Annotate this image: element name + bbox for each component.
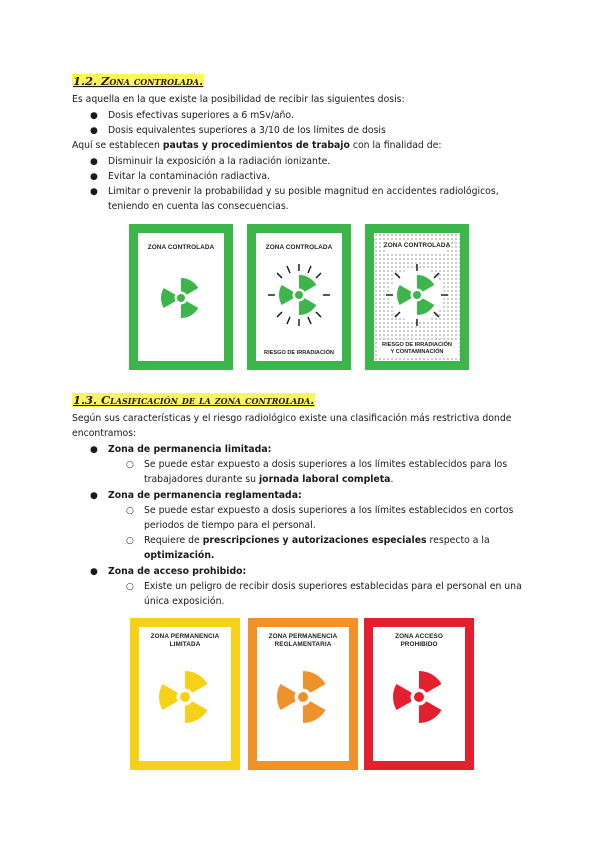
sign-title: ZONA ACCESO	[395, 633, 443, 640]
sign-title: REGLAMENTARIA	[274, 641, 332, 648]
radiation-trefoil-rays-icon	[382, 260, 452, 330]
sub-bullet-icon: ○	[126, 536, 134, 546]
zone-name: Zona de acceso prohibido:	[108, 566, 247, 577]
sign-title: ZONA CONTROLADA	[265, 244, 333, 251]
list-item: Disminuir la exposición a la radiación ionizante.	[108, 156, 331, 167]
paragraph: Según sus características y el riesgo radiológico existe una clasificación más restrictiva donde	[72, 413, 512, 424]
section-heading-1-3: 1.3. Clasificación de la zona controlada.	[73, 393, 315, 407]
zone-name: Zona de permanencia limitada:	[108, 444, 272, 455]
list-item: Dosis efectivas superiores a 6 mSv/año.	[108, 110, 294, 121]
sub-bullet-icon: ○	[126, 582, 134, 592]
bullet-icon: ●	[90, 111, 98, 121]
list-item: Limitar o prevenir la probabilidad y su posible magnitud en accidentes radiológicos,	[108, 186, 499, 197]
bullet-icon: ●	[90, 567, 98, 577]
sign-prohibited-access-zone	[364, 618, 474, 770]
list-item-continuation: teniendo en cuenta las consecuencias.	[108, 201, 289, 212]
list-item-continuation: trabajadores durante su jornada laboral completa.	[144, 474, 394, 485]
sign-subtitle: Y CONTAMINACIÓN	[390, 349, 444, 355]
list-item: Dosis equivalentes superiores a 3/10 de los límites de dosis	[108, 125, 386, 136]
bullet-icon: ●	[90, 187, 98, 197]
sign-controlled-zone-irradiation	[247, 224, 351, 370]
list-item: Se puede estar expuesto a dosis superiores a los límites establecidos para los	[144, 459, 508, 470]
sub-bullet-icon: ○	[126, 506, 134, 516]
zone-name: Zona de permanencia reglamentada:	[108, 490, 302, 501]
radiation-trefoil-icon	[154, 666, 216, 728]
paragraph: Es aquella en la que existe la posibilidad de recibir las siguientes dosis:	[72, 94, 405, 105]
list-item: Existe un peligro de recibir dosis superiores establecidas para el personal en una	[144, 581, 522, 592]
sign-title: ZONA PERMANENCIA	[150, 633, 220, 640]
sign-controlled-zone	[129, 224, 233, 370]
list-item: Se puede estar expuesto a dosis superiores a los límites establecidos en cortos	[144, 505, 514, 516]
sign-subtitle: RIESGO DE IRRADIACIÓN	[382, 342, 452, 348]
radiation-trefoil-rays-icon	[264, 260, 334, 330]
bullet-icon: ●	[90, 157, 98, 167]
list-item-continuation: única exposición.	[144, 596, 225, 607]
bullet-icon: ●	[90, 445, 98, 455]
paragraph: Aquí se establecen pautas y procedimientos de trabajo con la finalidad de:	[72, 140, 442, 151]
sign-controlled-zone-irradiation-contamination	[365, 224, 469, 370]
sign-regulated-stay-zone	[248, 618, 358, 770]
bullet-icon: ●	[90, 491, 98, 501]
sign-title: LIMITADA	[169, 641, 201, 648]
sign-limited-stay-zone	[130, 618, 240, 770]
list-item: Requiere de prescripciones y autorizaciones especiales respecto a la	[144, 535, 490, 546]
sign-title: ZONA PERMANENCIA	[268, 633, 338, 640]
bullet-icon: ●	[90, 126, 98, 136]
sub-bullet-icon: ○	[126, 460, 134, 470]
paragraph: encontramos:	[72, 428, 137, 439]
sign-subtitle: RIESGO DE IRRADIACIÓN	[264, 350, 334, 356]
list-item-continuation: optimización.	[144, 550, 215, 561]
sign-title: ZONA CONTROLADA	[383, 242, 451, 249]
sign-title: PROHIBIDO	[400, 641, 438, 648]
sign-title: ZONA CONTROLADA	[147, 244, 215, 251]
radiation-trefoil-icon	[388, 666, 450, 728]
section-heading-1-2: 1.2. Zona controlada.	[73, 74, 204, 88]
radiation-trefoil-icon	[272, 666, 334, 728]
radiation-trefoil-icon	[151, 268, 211, 328]
list-item: Evitar la contaminación radiactiva.	[108, 171, 271, 182]
list-item-continuation: periodos de tiempo para el personal.	[144, 520, 316, 531]
bullet-icon: ●	[90, 172, 98, 182]
